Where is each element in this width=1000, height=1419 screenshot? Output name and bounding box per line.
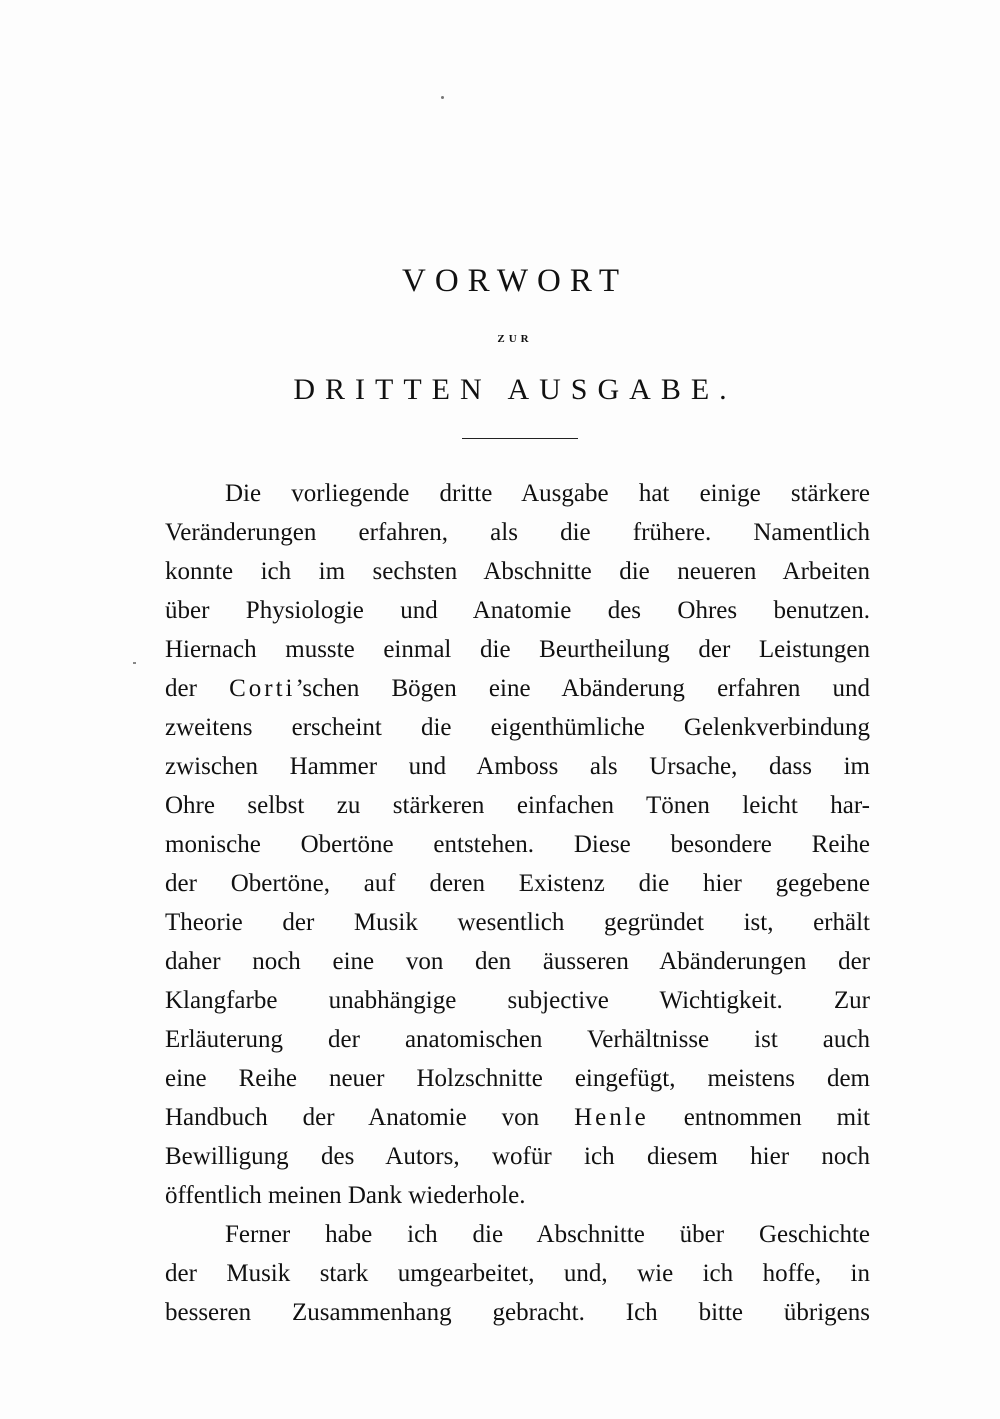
text-line: der Musik stark umgearbeitet, und, wie ich hoffe, in <box>165 1260 870 1287</box>
text-segment: der <box>165 675 230 702</box>
text-line: über Physiologie und Anatomie des Ohres benutzen. <box>165 597 870 624</box>
author-name-henle: Henle <box>574 1104 649 1131</box>
paragraph <box>165 474 870 1215</box>
text-line: daher noch eine von den äusseren Abänderungen der <box>165 948 870 975</box>
preface-connector: ZUR <box>497 333 533 345</box>
text-line: besseren Zusammenhang gebracht. Ich bitte übrigens <box>165 1299 870 1326</box>
text-line: Bewilligung des Autors, wofür ich diesem hier noch <box>165 1143 870 1170</box>
text-line: Die vorliegende dritte Ausgabe hat einige stärkere <box>225 480 870 507</box>
title-divider-rule <box>462 438 578 439</box>
scan-speck <box>133 662 136 664</box>
text-segment: ’schen Bögen eine Abänderung erfahren und <box>295 675 870 702</box>
text-line: eine Reihe neuer Holzschnitte eingefügt, meistens dem <box>165 1065 870 1092</box>
text-segment: entnommen mit <box>648 1104 870 1131</box>
author-name-corti: Corti <box>229 675 296 702</box>
text-line <box>165 1098 870 1137</box>
text-line: monische Obertöne entstehen. Diese besondere Reihe <box>165 831 870 858</box>
preface-title: VORWORT <box>401 263 629 299</box>
text-line: öffentlich meinen Dank wiederhole. <box>165 1182 526 1209</box>
text-segment: Handbuch der Anatomie von <box>165 1104 575 1131</box>
text-line: der Obertöne, auf deren Existenz die hier gegebene <box>165 870 870 897</box>
text-line: zwischen Hammer und Amboss als Ursache, dass im <box>165 753 870 780</box>
preface-subtitle: DRITTEN AUSGABE. <box>293 373 737 406</box>
text-line: Ferner habe ich die Abschnitte über Geschichte <box>225 1221 870 1248</box>
text-line <box>165 669 870 708</box>
scan-speck <box>441 96 444 99</box>
text-line: konnte ich im sechsten Abschnitte die neueren Arbeiten <box>165 558 870 585</box>
preface-body <box>165 474 870 1332</box>
text-line: Hiernach musste einmal die Beurtheilung der Leistungen <box>165 636 870 663</box>
text-line: Ohre selbst zu stärkeren einfachen Tönen leicht har- <box>165 792 870 819</box>
text-line: Theorie der Musik wesentlich gegründet ist, erhält <box>165 909 870 936</box>
text-line: Erläuterung der anatomischen Verhältnisse ist auch <box>165 1026 870 1053</box>
text-line: Veränderungen erfahren, als die frühere. Namentlich <box>165 519 870 546</box>
text-line: zweitens erscheint die eigenthümliche Gelenkverbindung <box>165 714 870 741</box>
text-line: Klangfarbe unabhängige subjective Wichtigkeit. Zur <box>165 987 870 1014</box>
paragraph <box>165 1215 870 1332</box>
